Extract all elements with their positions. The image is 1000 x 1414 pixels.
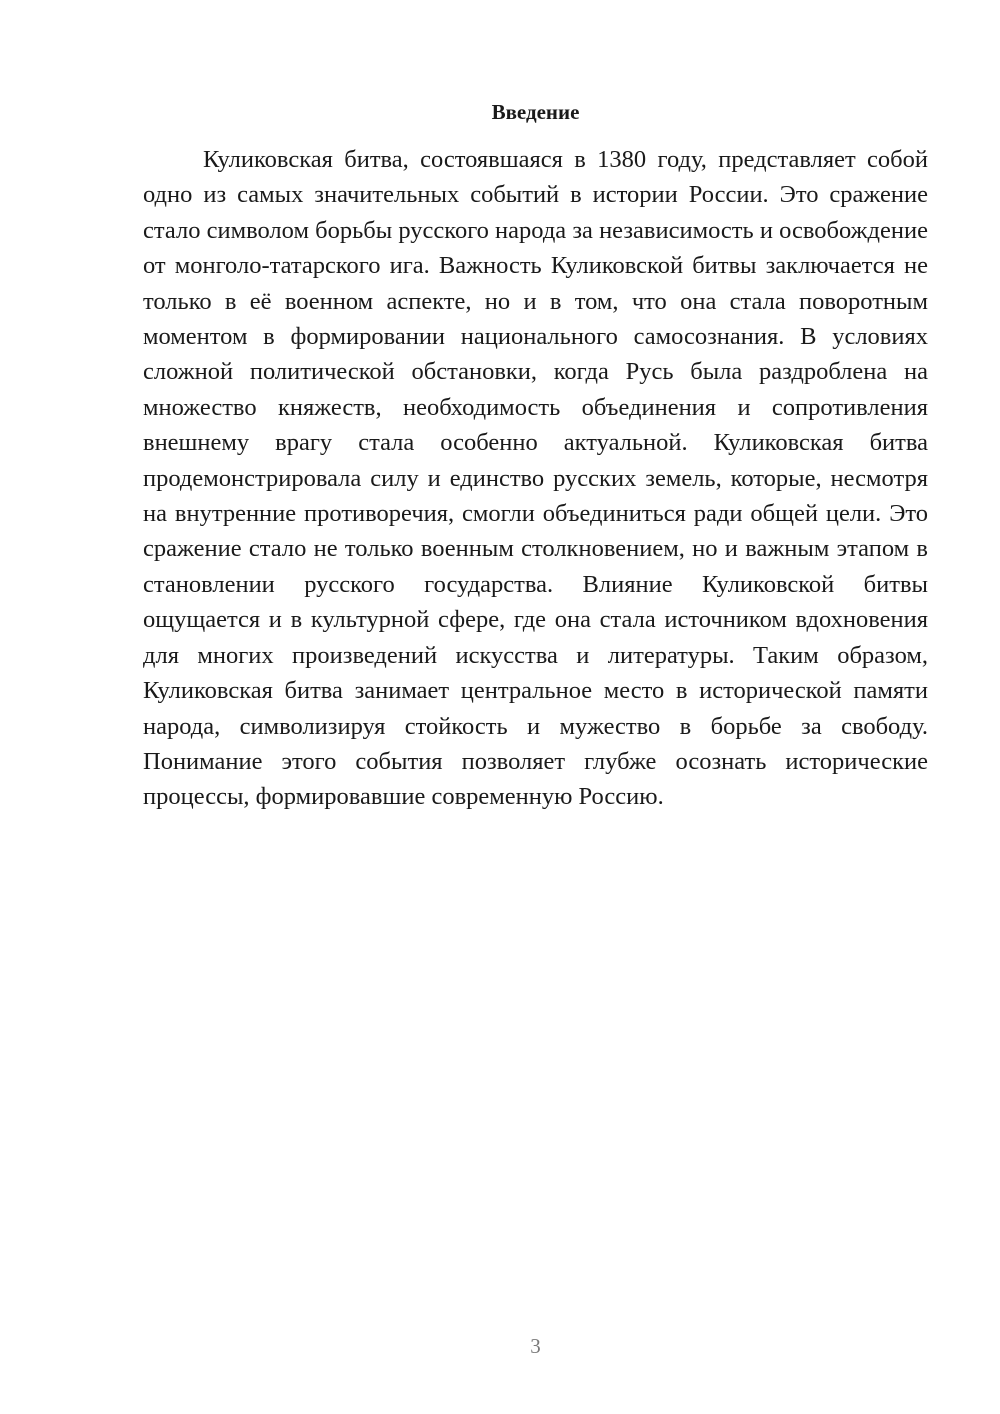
- page-number: 3: [530, 1334, 541, 1358]
- body-paragraph: Куликовская битва, состоявшаяся в 1380 году, представляет собой одно из самых значительных событий в истории России. Это сражение стало символом борьбы русского народа за независимость и освобождение от монголо-татарского ига. Важность Куликовской битвы заключается не только в её военном аспекте, но и в том, что она стала поворотным моментом в формировании национального самосознания. В условиях сложной политической обстановки, когда Русь была раздроблена на множество княжеств, необходимость объединения и сопротивления внешнему врагу стала особенно актуальной. Куликовская битва продемонстрировала силу и единство русских земель, которые, несмотря на внутренние противоречия, смогли объединиться ради общей цели. Это сражение стало не только военным столкновением, но и важным этапом в становлении русского государства. Влияние Куликовской битвы ощущается и в культурной сфере, где она стала источником вдохновения для многих произведений искусства и литературы. Таким образом, Куликовская битва занимает центральное место в исторической памяти народа, символизируя стойкость и мужество в борьбе за свободу. Понимание этого события позволяет глубже осознать исторические процессы, формировавшие современную Россию.: [143, 146, 928, 811]
- section-heading: Введение: [491, 100, 580, 124]
